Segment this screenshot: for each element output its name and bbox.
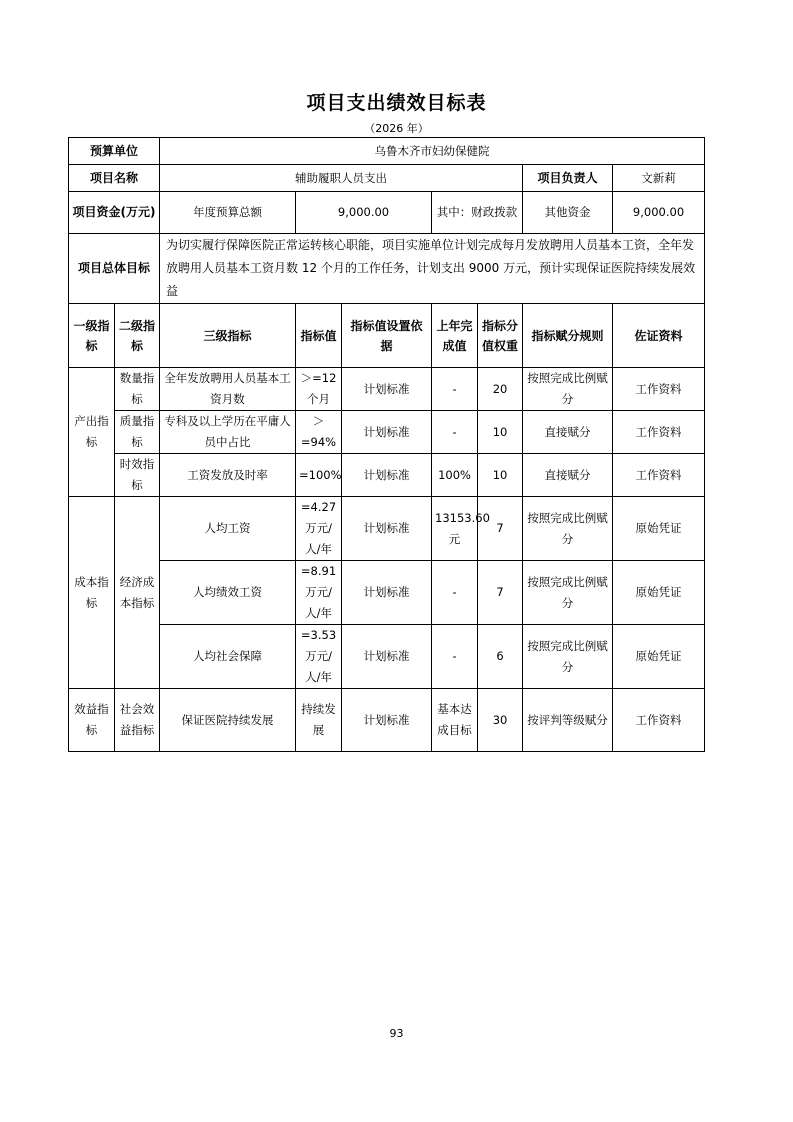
weight-cell: 10 [478, 411, 523, 454]
unit-value: 乌鲁木齐市妇幼保健院 [160, 138, 705, 165]
level2-cell: 经济成本指标 [115, 497, 160, 689]
value-cell: 持续发展 [296, 689, 342, 752]
level2-cell: 质量指标 [115, 411, 160, 454]
col-header: 指标赋分规则 [523, 304, 613, 368]
page-number: 93 [389, 1027, 404, 1040]
table-row [69, 411, 705, 454]
fiscal-label: 其中：财政拨款 [432, 192, 523, 234]
weight-cell: 20 [478, 368, 523, 411]
table-row [69, 497, 705, 561]
prev-cell: - [432, 561, 478, 625]
col-header: 指标值 [296, 304, 342, 368]
manager-value: 文新莉 [613, 165, 705, 192]
prev-cell: 基本达成目标 [432, 689, 478, 752]
col-header: 三级指标 [160, 304, 296, 368]
table-row [69, 561, 705, 625]
level3-cell: 专科及以上学历在平庸人员中占比 [160, 411, 296, 454]
annual-budget-label: 年度预算总额 [160, 192, 296, 234]
goal-label: 项目总体目标 [69, 234, 160, 304]
prev-cell: - [432, 368, 478, 411]
col-header: 上年完成值 [432, 304, 478, 368]
value-cell: =4.27万元/人/年 [296, 497, 342, 561]
proof-cell: 原始凭证 [613, 561, 705, 625]
group-cost: 成本指标 [69, 497, 115, 689]
project-name-label: 项目名称 [69, 165, 160, 192]
performance-table [68, 137, 705, 752]
col-header: 指标值设置依据 [342, 304, 432, 368]
level3-cell: 保证医院持续发展 [160, 689, 296, 752]
col-header: 二级指标 [115, 304, 160, 368]
rule-cell: 直接赋分 [523, 454, 613, 497]
page-title: 项目支出绩效目标表 [306, 92, 487, 114]
rule-cell: 按照完成比例赋分 [523, 497, 613, 561]
weight-cell: 7 [478, 497, 523, 561]
basis-cell: 计划标准 [342, 411, 432, 454]
rule-cell: 按照完成比例赋分 [523, 561, 613, 625]
weight-cell: 6 [478, 625, 523, 689]
manager-label: 项目负责人 [523, 165, 613, 192]
rule-cell: 按照完成比例赋分 [523, 625, 613, 689]
basis-cell: 计划标准 [342, 497, 432, 561]
rule-cell: 按照完成比例赋分 [523, 368, 613, 411]
level3-cell: 人均社会保障 [160, 625, 296, 689]
level2-cell: 数量指标 [115, 368, 160, 411]
table-row [69, 625, 705, 689]
value-cell: ＞=94% [296, 411, 342, 454]
col-header: 一级指标 [69, 304, 115, 368]
group-benefit: 效益指标 [69, 689, 115, 752]
level2-cell: 社会效益指标 [115, 689, 160, 752]
annual-budget-value: 9,000.00 [296, 192, 432, 234]
proof-cell: 原始凭证 [613, 497, 705, 561]
weight-cell: 7 [478, 561, 523, 625]
basis-cell: 计划标准 [342, 561, 432, 625]
level3-cell: 全年发放聘用人员基本工资月数 [160, 368, 296, 411]
prev-cell: 100% [432, 454, 478, 497]
value-cell: =8.91万元/人/年 [296, 561, 342, 625]
level3-cell: 人均工资 [160, 497, 296, 561]
basis-cell: 计划标准 [342, 625, 432, 689]
col-header: 佐证资料 [613, 304, 705, 368]
col-header: 指标分值权重 [478, 304, 523, 368]
weight-cell: 10 [478, 454, 523, 497]
value-cell: =3.53万元/人/年 [296, 625, 342, 689]
prev-cell: 13153.60元 [432, 497, 478, 561]
prev-cell: - [432, 625, 478, 689]
table-row [69, 689, 705, 752]
goal-text: 为切实履行保障医院正常运转核心职能，项目实施单位计划完成每月发放聘用人员基本工资，全年发放聘用人员基本工资月数 12 个月的工作任务，计划支出 9000 万元，预计实现保证医院持续发展效益 [160, 234, 705, 304]
prev-cell: - [432, 411, 478, 454]
proof-cell: 工作资料 [613, 411, 705, 454]
proof-cell: 工作资料 [613, 454, 705, 497]
level3-cell: 工资发放及时率 [160, 454, 296, 497]
value-cell: ＞=12个月 [296, 368, 342, 411]
level3-cell: 人均绩效工资 [160, 561, 296, 625]
unit-label: 预算单位 [69, 138, 160, 165]
year-label: （2026 年） [364, 122, 429, 135]
basis-cell: 计划标准 [342, 454, 432, 497]
proof-cell: 原始凭证 [613, 625, 705, 689]
rule-cell: 直接赋分 [523, 411, 613, 454]
proof-cell: 工作资料 [613, 689, 705, 752]
table-row [69, 368, 705, 411]
basis-cell: 计划标准 [342, 368, 432, 411]
weight-cell: 30 [478, 689, 523, 752]
level2-cell: 时效指标 [115, 454, 160, 497]
value-cell: =100% [296, 454, 342, 497]
basis-cell: 计划标准 [342, 689, 432, 752]
rule-cell: 按评判等级赋分 [523, 689, 613, 752]
other-funds-value: 9,000.00 [613, 192, 705, 234]
table-row [69, 454, 705, 497]
project-name-value: 辅助履职人员支出 [160, 165, 523, 192]
funds-label: 项目资金(万元) [69, 192, 160, 234]
proof-cell: 工作资料 [613, 368, 705, 411]
other-funds-label: 其他资金 [523, 192, 613, 234]
group-output: 产出指标 [69, 368, 115, 497]
